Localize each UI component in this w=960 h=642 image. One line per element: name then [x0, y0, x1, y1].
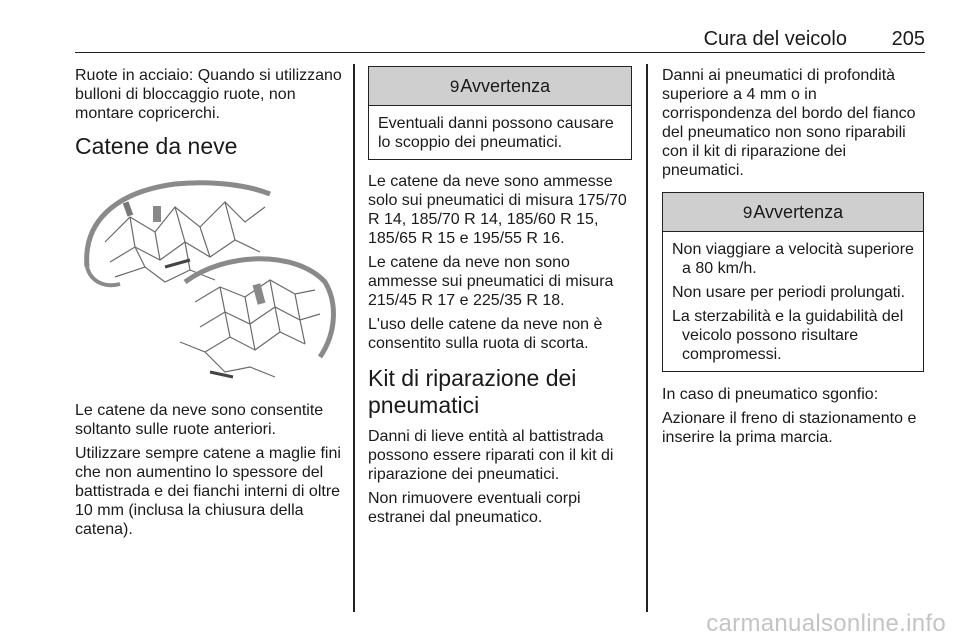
- column-divider-left: [353, 64, 355, 612]
- warning-item: Non usare per periodi prolungati.: [672, 284, 906, 301]
- warning-icon: 9: [742, 203, 753, 222]
- snow-chains-illustration: [75, 172, 339, 390]
- chains-front-only-paragraph: Le catene da neve sono consentite soltanto sulle ruote anteriori.: [75, 402, 324, 438]
- column-divider-right: [646, 64, 648, 612]
- warning-body: [369, 106, 631, 159]
- warning-item: La sterzabilità e la guidabilità del veicolo possono risultare compromessi.: [672, 308, 904, 363]
- warning-text: Eventuali danni possono causare lo scoppio dei pneumatici.: [378, 115, 614, 151]
- warning-icon: 9: [449, 77, 460, 96]
- repair-limits-paragraph: Danni ai pneumatici di profondità superiore a 4 mm o in corrispondenza del bordo del fianco del pneumatico non sono riparabili con il kit di riparazione dei pneumatici.: [662, 67, 916, 179]
- column-3: [662, 66, 926, 452]
- column-2: [368, 66, 632, 532]
- foreign-objects-paragraph: Non rimuovere eventuali corpi estranei dal pneumatico.: [368, 490, 581, 526]
- warning-header: [369, 67, 631, 106]
- chains-fine-links-paragraph: Utilizzare sempre catene a maglie fini che non aumentino lo spessore del battistrada e dei fianchi interni di oltre 10 mm (inclusa la chiusura della catena).: [75, 445, 341, 538]
- column-1: [75, 66, 343, 544]
- warning-body: [663, 232, 923, 371]
- warning-title: Avvertenza: [460, 76, 551, 96]
- warning-item: Non viaggiare a velocità superiore a 80 km/h.: [672, 241, 914, 277]
- flat-tyre-paragraph: In caso di pneumatico sgonfio:: [662, 386, 879, 403]
- intro-paragraph: Ruote in acciaio: Quando si utilizzano bulloni di bloccaggio ruote, non montare copricerchi.: [75, 67, 342, 122]
- parking-brake-paragraph: Azionare il freno di stazionamento e inserire la prima marcia.: [662, 410, 917, 446]
- spare-wheel-paragraph: L'uso delle catene da neve non è consentito sulla ruota di scorta.: [368, 316, 603, 352]
- forbidden-sizes-paragraph: Le catene da neve non sono ammesse sui pneumatici di misura 215/45 R 17 e 225/35 R 18.: [368, 254, 614, 309]
- page-header: [75, 26, 925, 53]
- section-heading-repair-kit: Kit di riparazione dei pneumatici: [368, 365, 577, 418]
- warning-header: [663, 193, 923, 232]
- allowed-sizes-paragraph: Le catene da neve sono ammesse solo sui pneumatici di misura 175/70 R 14, 185/70 R 14, 185/60 R 15, 185/65 R 15 e 195/55 R 16.: [368, 173, 627, 247]
- section-heading-snow-chains: Catene da neve: [75, 133, 238, 159]
- page-number: 205: [891, 28, 925, 50]
- warning-title: Avvertenza: [753, 202, 844, 222]
- warning-box-speed: [662, 192, 924, 372]
- watermark: carmanualsonline.info: [706, 610, 946, 637]
- section-title: Cura del veicolo: [703, 28, 847, 50]
- repair-kit-paragraph: Danni di lieve entità al battistrada possono essere riparati con il kit di riparazione dei pneumatici.: [368, 428, 614, 483]
- warning-box-tyre-damage: [368, 66, 632, 160]
